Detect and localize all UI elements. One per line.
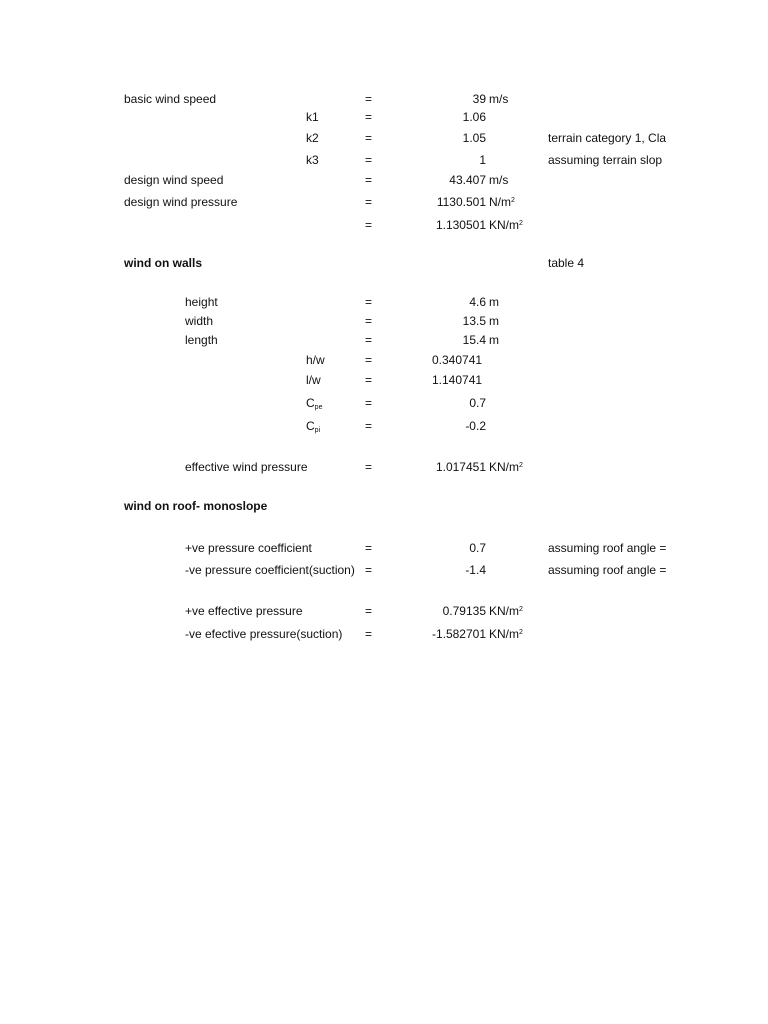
- k1-value: 1.06: [462, 110, 486, 124]
- pos-pressure-coeff-label: +ve pressure coefficient: [185, 541, 312, 555]
- length-label: length: [185, 333, 218, 347]
- equals-sign: =: [365, 353, 373, 367]
- equals-sign: =: [365, 195, 373, 209]
- cpi-label: $C_{pi}$: [306, 419, 321, 434]
- height-unit: m: [489, 295, 499, 309]
- height-value: 4.6: [469, 295, 486, 309]
- height-label: height: [185, 295, 218, 309]
- basic-wind-speed-value: 39: [472, 92, 486, 106]
- equals-sign: =: [365, 460, 373, 474]
- basic-wind-speed-label: basic wind speed: [124, 92, 217, 106]
- pos-pressure-coeff-value: 0.7: [469, 541, 486, 555]
- k1-label: k1: [306, 110, 319, 124]
- h-w-label: h/w: [306, 353, 325, 367]
- design-wind-pressure-kn-value: 1.130501: [435, 218, 486, 232]
- neg-pressure-coeff-value: -1.4: [465, 563, 486, 577]
- equals-sign: =: [365, 295, 373, 309]
- wind-on-walls-heading: wind on walls: [124, 256, 203, 270]
- equals-sign: =: [365, 314, 373, 328]
- effective-wind-pressure-unit: $KN/m^2$: [489, 460, 523, 474]
- k3-value: 1: [479, 153, 486, 167]
- equals-sign: =: [365, 604, 373, 618]
- length-value: 15.4: [462, 333, 486, 347]
- k2-label: k2: [306, 131, 319, 145]
- equals-sign: =: [365, 153, 373, 167]
- length-unit: m: [489, 333, 499, 347]
- k3-label: k3: [306, 153, 319, 167]
- cpe-value: 0.7: [469, 396, 486, 410]
- equals-sign: =: [365, 419, 373, 433]
- pos-pressure-coeff-note: assuming roof angle =: [548, 541, 667, 555]
- wind-on-roof-heading: wind on roof- monoslope: [124, 499, 268, 513]
- equals-sign: =: [365, 110, 373, 124]
- k2-value: 1.05: [462, 131, 486, 145]
- equals-sign: =: [365, 541, 373, 555]
- width-value: 13.5: [462, 314, 486, 328]
- equals-sign: =: [365, 333, 373, 347]
- k3-note: assuming terrain slop: [548, 153, 663, 167]
- basic-wind-speed-unit: m/s: [489, 92, 509, 106]
- design-wind-speed-label: design wind speed: [124, 173, 224, 187]
- cpi-value: -0.2: [465, 419, 486, 433]
- design-wind-pressure-value: 1130.501: [436, 195, 486, 209]
- neg-pressure-coeff-label: -ve pressure coefficient(suction): [185, 563, 355, 577]
- design-wind-pressure-label: design wind pressure: [124, 195, 238, 209]
- effective-wind-pressure-label: effective wind pressure: [185, 460, 308, 474]
- design-wind-speed-value: 43.407: [449, 173, 486, 187]
- wind-on-walls-note: table 4: [548, 256, 585, 270]
- pos-effective-pressure-label: +ve effective pressure: [185, 604, 303, 618]
- neg-effective-pressure-value: -1.582701: [431, 627, 486, 641]
- cpe-label: $C_{pe}$: [306, 396, 323, 411]
- equals-sign: =: [365, 92, 373, 106]
- equals-sign: =: [365, 627, 373, 641]
- equals-sign: =: [365, 373, 373, 387]
- pos-effective-pressure-unit: $KN/m^2$: [489, 604, 523, 618]
- k2-note: terrain category 1, Cla: [548, 131, 667, 145]
- width-unit: m: [489, 314, 499, 328]
- pos-effective-pressure-value: 0.79135: [442, 604, 486, 618]
- h-w-value: 0.340741: [432, 353, 483, 367]
- neg-pressure-coeff-note: assuming roof angle =: [548, 563, 667, 577]
- neg-effective-pressure-unit: $KN/m^2$: [489, 627, 523, 641]
- equals-sign: =: [365, 131, 373, 145]
- design-wind-speed-unit: m/s: [489, 173, 509, 187]
- equals-sign: =: [365, 173, 373, 187]
- equals-sign: =: [365, 218, 373, 232]
- design-wind-pressure-kn-unit: $KN/m^2$: [489, 218, 523, 232]
- l-w-value: 1.140741: [432, 373, 483, 387]
- equals-sign: =: [365, 563, 373, 577]
- effective-wind-pressure-value: 1.017451: [435, 460, 486, 474]
- equals-sign: =: [365, 396, 373, 410]
- width-label: width: [185, 314, 214, 328]
- design-wind-pressure-unit: $N/m^2$: [489, 195, 515, 209]
- neg-effective-pressure-label: -ve efective pressure(suction): [185, 627, 343, 641]
- l-w-label: l/w: [306, 373, 321, 387]
